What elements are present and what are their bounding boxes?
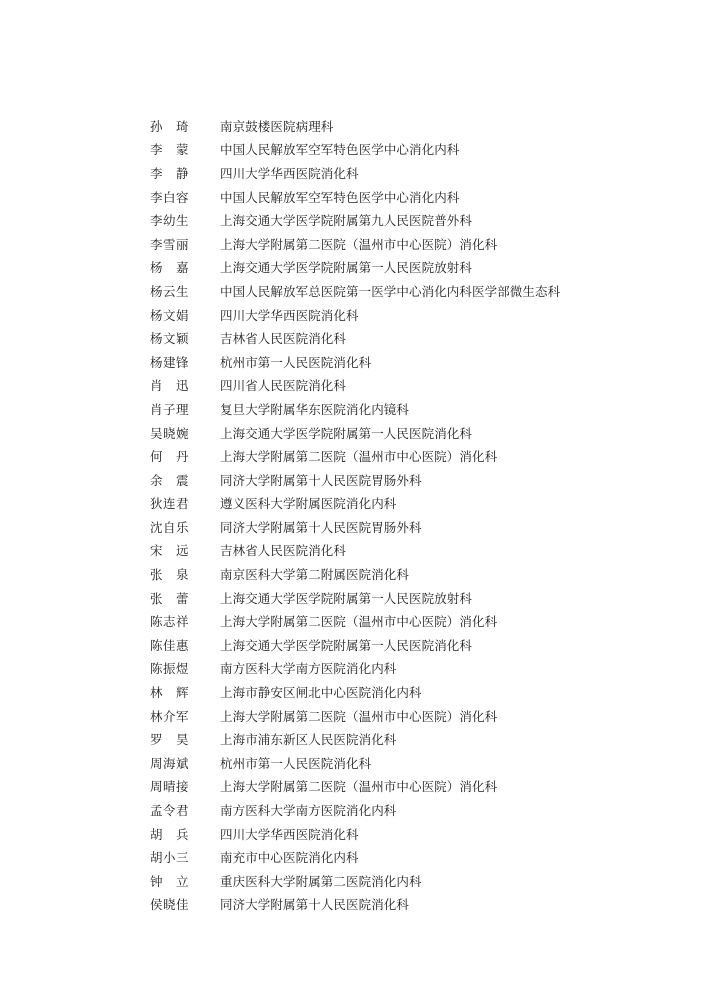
list-item — [150, 586, 690, 610]
list-item — [150, 114, 690, 138]
contributor-name: 狄连君 — [150, 496, 190, 512]
contributor-affiliation: 上海交通大学医学院附属第一人民医院消化科 — [220, 425, 473, 441]
contributor-affiliation: 同济大学附属第十人民医院胃肠外科 — [220, 519, 422, 535]
contributor-affiliation: 南方医科大学南方医院消化内科 — [220, 803, 397, 819]
contributor-name: 林介军 — [150, 708, 190, 724]
contributor-name: 李白容 — [150, 189, 190, 205]
list-item — [150, 704, 690, 728]
contributor-affiliation: 中国人民解放军空军特色医学中心消化内科 — [220, 142, 460, 158]
contributor-affiliation: 重庆医科大学附属第二医院消化内科 — [220, 873, 422, 889]
contributor-name: 胡 兵 — [150, 826, 190, 842]
contributor-affiliation: 上海大学附属第二医院（温州市中心医院）消化科 — [220, 449, 498, 465]
contributor-name: 李雪丽 — [150, 236, 190, 252]
list-item — [150, 845, 690, 869]
list-item — [150, 421, 690, 445]
contributor-name: 侯晓佳 — [150, 897, 190, 913]
contributor-affiliation: 吉林省人民医院消化科 — [220, 543, 347, 559]
list-item — [150, 633, 690, 657]
list-item — [150, 232, 690, 256]
contributor-affiliation: 同济大学附属第十人民医院胃肠外科 — [220, 472, 422, 488]
list-item — [150, 185, 690, 209]
contributor-affiliation: 中国人民解放军总医院第一医学中心消化内科医学部微生态科 — [220, 283, 561, 299]
contributor-affiliation: 南方医科大学南方医院消化内科 — [220, 661, 397, 677]
contributor-name: 周海斌 — [150, 755, 190, 771]
contributor-name: 李幼生 — [150, 213, 190, 229]
contributor-affiliation: 同济大学附属第十人民医院消化科 — [220, 897, 410, 913]
contributor-name: 林 辉 — [150, 685, 190, 701]
list-item — [150, 893, 690, 917]
contributor-name: 胡小三 — [150, 850, 190, 866]
list-item — [150, 468, 690, 492]
list-item — [150, 657, 690, 681]
list-item — [150, 161, 690, 185]
contributor-name: 陈佳惠 — [150, 637, 190, 653]
contributor-name: 宋 远 — [150, 543, 190, 559]
contributor-affiliation: 四川大学华西医院消化科 — [220, 826, 359, 842]
contributor-affiliation: 四川大学华西医院消化科 — [220, 307, 359, 323]
contributor-affiliation: 杭州市第一人民医院消化科 — [220, 755, 372, 771]
contributor-affiliation: 上海交通大学医学院附属第一人民医院消化科 — [220, 637, 473, 653]
contributor-affiliation: 上海大学附属第二医院（温州市中心医院）消化科 — [220, 779, 498, 795]
contributor-name: 陈振煜 — [150, 661, 190, 677]
contributor-name: 陈志祥 — [150, 614, 190, 630]
contributor-affiliation: 南京医科大学第二附属医院消化科 — [220, 567, 410, 583]
list-item — [150, 397, 690, 421]
list-item — [150, 515, 690, 539]
list-item — [150, 775, 690, 799]
contributor-affiliation: 南充市中心医院消化内科 — [220, 850, 359, 866]
list-item — [150, 751, 690, 775]
contributor-affiliation: 四川大学华西医院消化科 — [220, 165, 359, 181]
contributor-name: 杨文娟 — [150, 307, 190, 323]
contributor-affiliation: 四川省人民医院消化科 — [220, 378, 347, 394]
contributor-affiliation: 复旦大学附属华东医院消化内镜科 — [220, 401, 410, 417]
contributor-name: 李 静 — [150, 165, 190, 181]
contributor-affiliation: 杭州市第一人民医院消化科 — [220, 354, 372, 370]
contributor-name: 肖子理 — [150, 401, 190, 417]
list-item — [150, 256, 690, 280]
contributor-affiliation: 遵义医科大学附属医院消化内科 — [220, 496, 397, 512]
contributor-name: 杨云生 — [150, 283, 190, 299]
contributor-name: 杨建锋 — [150, 354, 190, 370]
contributor-name: 肖 迅 — [150, 378, 190, 394]
contributor-affiliation: 南京鼓楼医院病理科 — [220, 118, 334, 134]
contributor-name: 孟令君 — [150, 803, 190, 819]
contributor-affiliation: 上海大学附属第二医院（温州市中心医院）消化科 — [220, 708, 498, 724]
contributor-name: 何 丹 — [150, 449, 190, 465]
list-item — [150, 138, 690, 162]
contributor-affiliation: 吉林省人民医院消化科 — [220, 331, 347, 347]
contributor-name: 钟 立 — [150, 873, 190, 889]
list-item — [150, 492, 690, 516]
contributor-name: 张 蕾 — [150, 590, 190, 606]
contributor-name: 杨文颖 — [150, 331, 190, 347]
contributor-affiliation: 中国人民解放军空军特色医学中心消化内科 — [220, 189, 460, 205]
list-item — [150, 539, 690, 563]
list-item — [150, 798, 690, 822]
list-item — [150, 350, 690, 374]
list-item — [150, 444, 690, 468]
contributor-name: 罗 昊 — [150, 732, 190, 748]
list-item — [150, 562, 690, 586]
contributor-list — [150, 114, 690, 916]
list-item — [150, 303, 690, 327]
contributor-name: 余 震 — [150, 472, 190, 488]
list-item — [150, 374, 690, 398]
list-item — [150, 680, 690, 704]
contributor-affiliation: 上海市浦东新区人民医院消化科 — [220, 732, 397, 748]
list-item — [150, 869, 690, 893]
contributor-name: 周晴接 — [150, 779, 190, 795]
contributor-name: 孙 琦 — [150, 118, 190, 134]
contributor-name: 李 蒙 — [150, 142, 190, 158]
list-item — [150, 279, 690, 303]
list-item — [150, 822, 690, 846]
contributor-name: 张 泉 — [150, 567, 190, 583]
list-item — [150, 208, 690, 232]
contributor-affiliation: 上海交通大学医学院附属第一人民医院放射科 — [220, 260, 473, 276]
contributor-affiliation: 上海交通大学医学院附属第九人民医院普外科 — [220, 213, 473, 229]
contributor-name: 杨 嘉 — [150, 260, 190, 276]
contributor-affiliation: 上海大学附属第二医院（温州市中心医院）消化科 — [220, 236, 498, 252]
contributor-affiliation: 上海大学附属第二医院（温州市中心医院）消化科 — [220, 614, 498, 630]
contributor-affiliation: 上海交通大学医学院附属第一人民医院放射科 — [220, 590, 473, 606]
contributor-name: 沈自乐 — [150, 519, 190, 535]
list-item — [150, 727, 690, 751]
list-item — [150, 326, 690, 350]
contributor-affiliation: 上海市静安区闸北中心医院消化内科 — [220, 685, 422, 701]
contributor-name: 吴晓婉 — [150, 425, 190, 441]
list-item — [150, 609, 690, 633]
